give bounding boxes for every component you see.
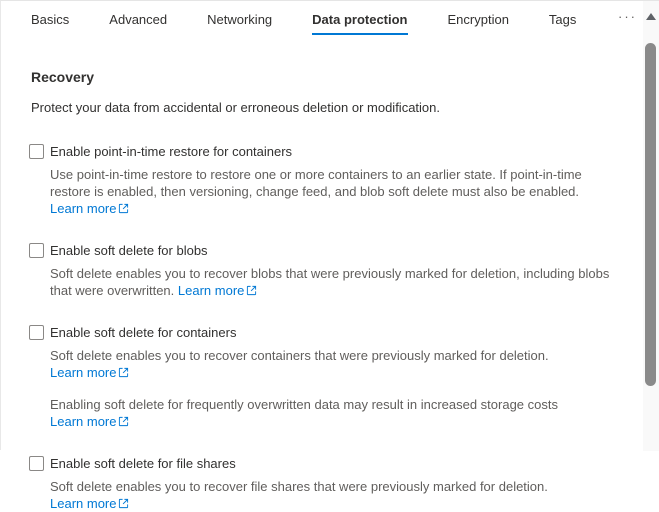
description-text: Soft delete enables you to recover containers that were previously marked for deletion. — [50, 348, 549, 363]
option-label-point-in-time-restore[interactable]: Enable point-in-time restore for containers — [50, 144, 293, 159]
option-description — [50, 166, 615, 217]
checkbox-soft-delete-file-shares[interactable] — [29, 456, 44, 471]
learn-more-link[interactable]: Learn more — [50, 365, 129, 380]
learn-more-link[interactable]: Learn more — [50, 496, 129, 511]
recovery-heading: Recovery — [31, 69, 95, 85]
external-link-icon — [118, 416, 129, 427]
tab-basics[interactable]: Basics — [31, 12, 70, 27]
description-text: Soft delete enables you to recover file shares that were previously marked for deletion. — [50, 479, 548, 494]
option-soft-delete-file-shares — [29, 455, 615, 512]
checkbox-point-in-time-restore[interactable] — [29, 144, 44, 159]
recovery-subtitle: Protect your data from accidental or erroneous deletion or modification. — [31, 100, 440, 115]
checkbox-soft-delete-blobs[interactable] — [29, 243, 44, 258]
tab-overflow-button[interactable]: ··· — [618, 9, 637, 24]
description-text: Enabling soft delete for frequently overwritten data may result in increased storage costs — [50, 397, 558, 412]
option-description-cost-warning — [50, 396, 615, 430]
tab-networking[interactable]: Networking — [207, 12, 273, 27]
option-description — [50, 265, 615, 299]
option-soft-delete-containers — [29, 324, 615, 430]
external-link-icon — [246, 285, 257, 296]
scrollbar-thumb[interactable] — [645, 43, 656, 386]
external-link-icon — [118, 367, 129, 378]
external-link-icon — [118, 203, 129, 214]
option-description — [50, 347, 615, 381]
option-point-in-time-restore — [29, 143, 615, 217]
vertical-scrollbar[interactable] — [643, 1, 659, 451]
option-soft-delete-blobs — [29, 242, 615, 299]
learn-more-link[interactable]: Learn more — [50, 414, 129, 429]
scroll-up-arrow-icon[interactable] — [646, 13, 656, 20]
tab-encryption[interactable]: Encryption — [447, 12, 509, 27]
learn-more-link[interactable]: Learn more — [178, 283, 257, 298]
data-protection-panel — [1, 69, 659, 512]
tab-data-protection[interactable]: Data protection — [312, 12, 407, 35]
option-label-soft-delete-containers[interactable]: Enable soft delete for containers — [50, 325, 237, 340]
description-text: Soft delete enables you to recover blobs that were previously marked for deletion, including blobs that were overwritten. — [50, 266, 610, 298]
tab-tags[interactable]: Tags — [548, 12, 577, 27]
option-description — [50, 478, 615, 512]
option-label-soft-delete-blobs[interactable]: Enable soft delete for blobs — [50, 243, 208, 258]
learn-more-link[interactable]: Learn more — [50, 201, 129, 216]
external-link-icon — [118, 498, 129, 509]
checkbox-soft-delete-containers[interactable] — [29, 325, 44, 340]
wizard-tab-strip — [1, 1, 659, 35]
description-text: Use point-in-time restore to restore one or more containers to an earlier state. If point-in-time restore is enabled, then versioning, change feed, and blob soft delete must also be enabled. — [50, 167, 582, 199]
tab-advanced[interactable]: Advanced — [109, 12, 168, 27]
option-label-soft-delete-file-shares[interactable]: Enable soft delete for file shares — [50, 456, 236, 471]
